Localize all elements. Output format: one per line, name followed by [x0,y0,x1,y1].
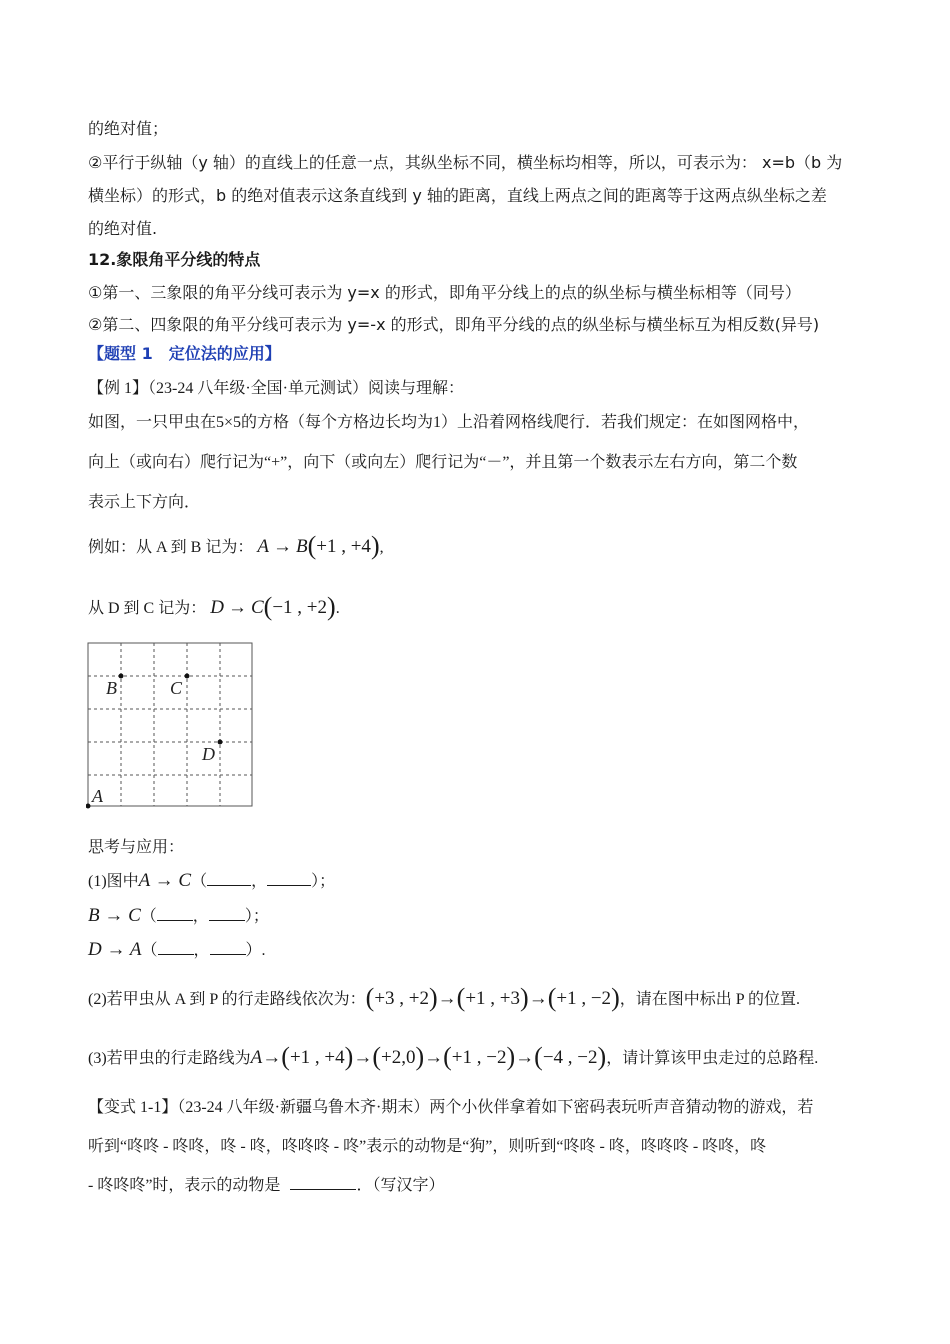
label-a: A [92,786,103,806]
point-d [218,740,223,745]
paren-open: （ [141,942,158,959]
example-2-line: 从 D 到 C 记为： D → C(−1 , +2). [88,592,340,621]
math-arrow: → [227,597,247,618]
answer-blank[interactable] [158,939,194,955]
paragraph-line: 如图，一只甲虫在5×5的方格（每个方格边长均为1）上沿着网格线爬行．若我们规定：在如图网格中， [88,414,810,431]
question-3-suffix: ，请计算该甲虫走过的总路程. [606,1050,819,1067]
paren-close: ）； [244,908,269,925]
variant-text: ．（写汉字） [356,1177,445,1194]
question-2-suffix: ，请在图中标出 P 的位置. [619,991,801,1008]
grid-lines [88,643,252,806]
text-line: 横坐标）的形式，b 的绝对值表示这条直线到 y 轴的距离，直线上两点之间的距离等于这两点纵坐标之差 [88,186,827,205]
label-b: B [106,678,117,698]
math-expression: D → A [88,939,142,960]
math-coordinates: +1 , +4 [316,536,371,557]
math-arrow: → [437,988,457,1009]
paren-close: ）； [311,873,336,890]
step-coordinates: +1 , −2 [451,1047,507,1068]
math-arrow: → [353,1047,373,1068]
math-point: A [257,536,269,557]
text-line: ①第一、三象限的角平分线可表示为 y=x 的形式，即角平分线上的点的纵坐标与横坐标相等（同号） [88,283,801,302]
variant-text: - 咚咚咚”时，表示的动物是 [88,1177,281,1194]
math-arrow: → [424,1047,444,1068]
paren-open: （ [140,908,157,925]
question-3-prefix: (3)若甲虫的行走路线为 [88,1050,251,1067]
grid-border [88,643,252,806]
paren-close: ）. [245,942,266,959]
question-1-prefix: (1)图中 [88,873,139,890]
answer-blank[interactable] [267,870,311,886]
math-point: D [210,597,224,618]
answer-blank[interactable] [209,905,245,921]
separator: ， [192,908,209,925]
text-line: 的绝对值； [88,119,169,138]
math-expression: B → C [88,905,141,926]
question-2-line: (2)若甲虫从 A 到 P 的行走路线依次为：(+3 , +2)→(+1 , +3)→(+1 , −2)，请在图中标出 P 的位置. [88,983,801,1012]
answer-blank[interactable] [290,1174,356,1190]
paragraph-line: 向上（或向右）爬行记为“+”，向下（或向左）爬行记为“－”，并且第一个数表示左右方向，第二个数 [88,454,798,471]
math-arrow: → [515,1047,535,1068]
math-punct: . [335,600,340,617]
answer-blank[interactable] [157,905,193,921]
example-heading: 【例 1】（23-24 八年级·全国·单元测试）阅读与理解： [88,380,464,397]
section-title: 12.象限角平分线的特点 [88,250,261,269]
question-2-prefix: (2)若甲虫从 A 到 P 的行走路线依次为： [88,991,366,1008]
variant-heading: 【变式 1-1】（23-24 八年级·新疆乌鲁木齐·期末）两个小伙伴拿着如下密码表玩听声音猜动物的游戏，若 [88,1099,814,1116]
label-c: C [170,678,183,698]
question-type-title: 【题型 1 定位法的应用】 [88,344,281,363]
math-expression: A → C [138,870,192,891]
step-coordinates: −4 , −2 [542,1047,598,1068]
math-point: A [250,1047,263,1068]
step-coordinates: +1 , +3 [465,988,521,1009]
step-coordinates: +1 , −2 [556,988,612,1009]
text-line: 的绝对值. [88,219,158,238]
math-punct: , [379,539,384,556]
point-b [119,674,124,679]
math-arrow: → [528,988,548,1009]
answer-blank[interactable] [210,939,246,955]
variant-line-3 [88,1174,444,1197]
math-point: B [295,536,308,557]
step-coordinates: +3 , +2 [374,988,429,1009]
example-1-prefix: 例如：从 A 到 B 记为： [88,539,254,556]
text-line: ②平行于纵轴（y 轴）的直线上的任意一点，其纵坐标不同，横坐标均相等，所以，可表示为： x=b（b 为 [88,153,843,172]
step-coordinates: +1 , +4 [289,1047,345,1068]
math-coordinates: −1 , +2 [272,597,328,618]
think-heading: 思考与应用： [88,839,185,856]
question-1b-line [88,903,269,930]
grid-figure [86,640,258,812]
label-d: D [202,744,215,764]
point-a [86,804,91,809]
math-arrow: → [262,1047,282,1068]
answer-blank[interactable] [207,870,251,886]
question-3-line: (3)若甲虫的行走路线为A→(+1 , +4)→(+2,0)→(+1 , −2)→(−4 , −2)，请计算该甲虫走过的总路程. [88,1042,819,1071]
example-1-line: 例如：从 A 到 B 记为： A → B(+1 , +4), [88,531,384,560]
math-arrow: → [272,536,292,557]
question-1-line [88,868,335,895]
point-c [185,674,190,679]
variant-line: 听到“咚咚 - 咚咚，咚 - 咚，咚咚咚 - 咚”表示的动物是“狗”，则听到“咚咚 - 咚，咚咚咚 - 咚咚，咚 [88,1138,767,1155]
paren-open: （ [191,873,208,890]
step-coordinates: +2,0 [380,1047,416,1068]
paragraph-line: 表示上下方向． [88,494,201,511]
example-2-prefix: 从 D 到 C 记为： [88,600,207,617]
separator: ， [251,873,268,890]
math-point: C [250,597,264,618]
separator: ， [193,942,210,959]
question-1c-line [88,937,266,964]
text-line: ②第二、四象限的角平分线可表示为 y=-x 的形式，即角平分线的点的纵坐标与横坐标互为相反数(异号) [88,315,820,334]
